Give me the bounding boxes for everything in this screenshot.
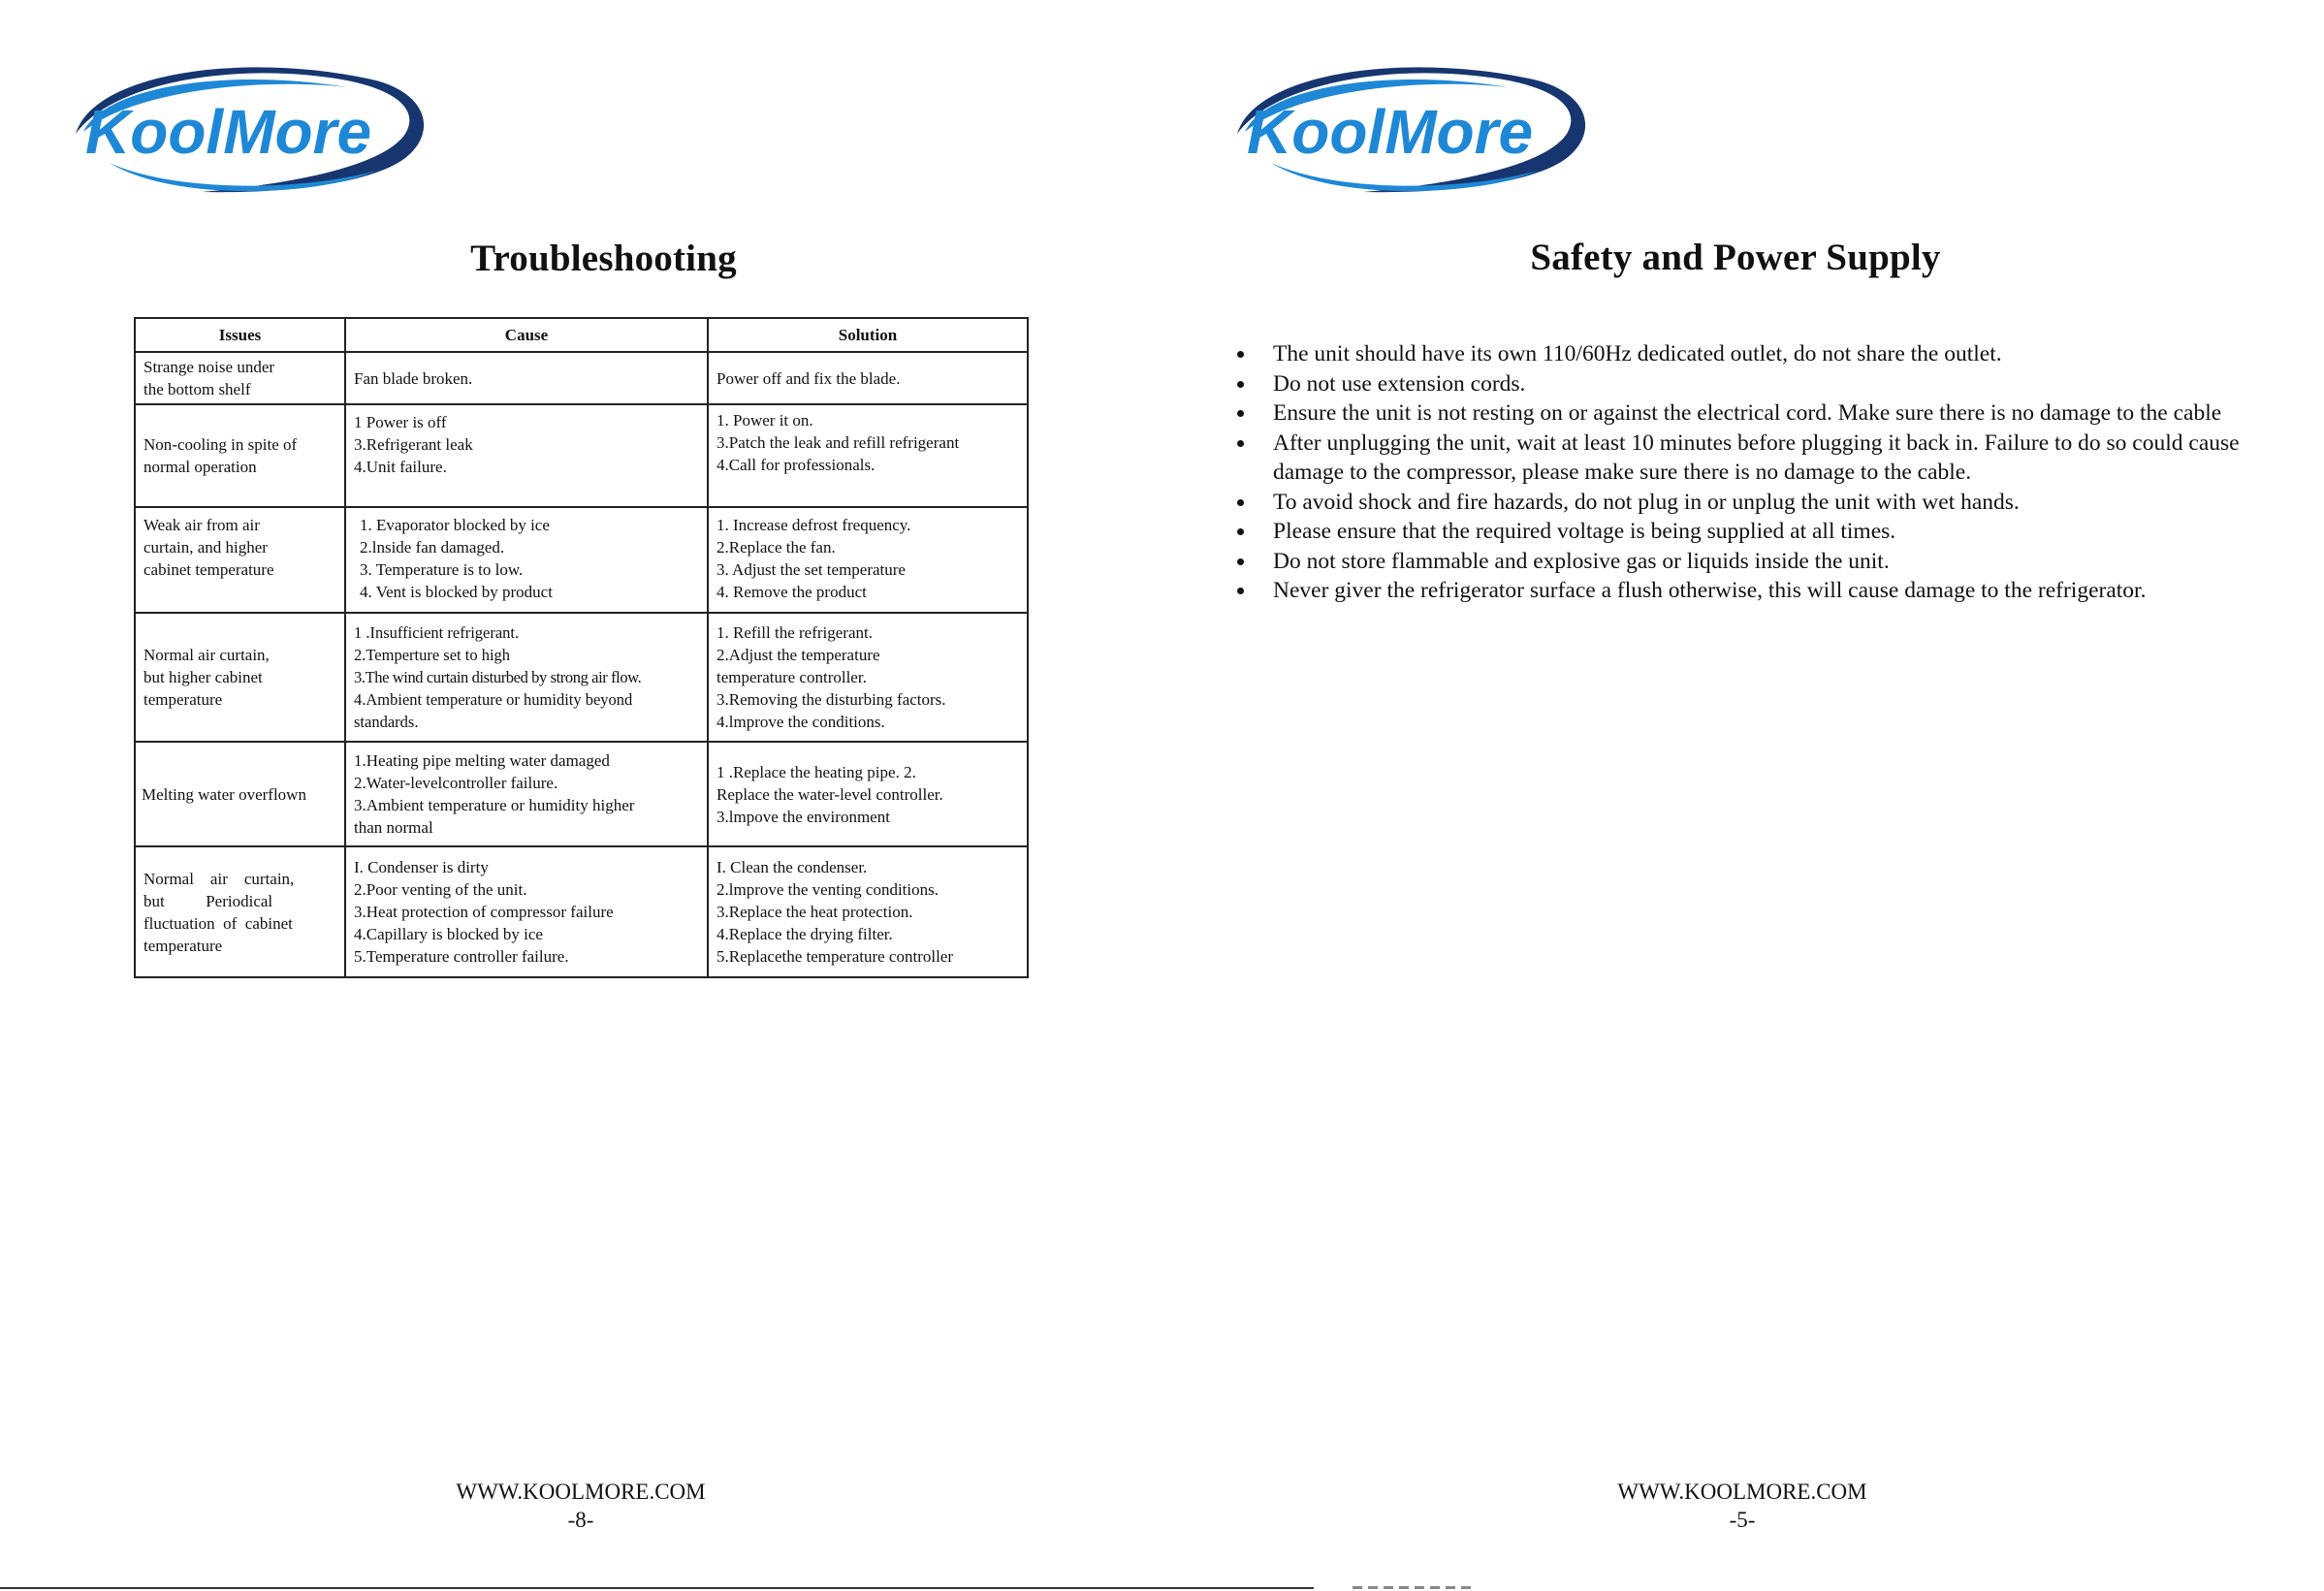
text-line: 5.Temperature controller failure. bbox=[354, 947, 569, 966]
bullet-icon bbox=[1237, 381, 1244, 388]
text-line: normal operation bbox=[143, 458, 257, 476]
koolmore-logo bbox=[1218, 56, 1596, 202]
bottom-divider bbox=[0, 1587, 1314, 1589]
issue-cell bbox=[135, 846, 345, 977]
cause-cell bbox=[345, 742, 708, 846]
bullet-text: Ensure the unit is not resting on or against the electrical cord. Make sure there is no damage to the cable bbox=[1273, 400, 2222, 426]
cause-cell bbox=[345, 404, 708, 507]
header-issues: Issues bbox=[135, 318, 345, 352]
text-line: 1.Heating pipe melting water damaged bbox=[354, 751, 610, 770]
solution-cell bbox=[708, 742, 1028, 846]
text-line: 3.Patch the leak and refill refrigerant bbox=[716, 433, 960, 452]
safety-bullet-list bbox=[1237, 339, 2245, 606]
cause-cell bbox=[345, 352, 708, 404]
text-line: 3.lmpove the environment bbox=[716, 807, 890, 826]
text-line: fluctuation of cabinet bbox=[143, 913, 293, 933]
text-line: 4.Call for professionals. bbox=[716, 456, 875, 474]
logo-text: KoolMore bbox=[1247, 97, 1534, 167]
text-line: 2.Adjust the temperature bbox=[716, 646, 880, 664]
text-line: 1 .Replace the heating pipe. 2. bbox=[716, 762, 916, 781]
footer-url: WWW.KOOLMORE.COM bbox=[1617, 1480, 1867, 1504]
bullet-text: Never giver the refrigerator surface a flush otherwise, this will cause damage to the refrigerator. bbox=[1273, 578, 2147, 603]
bullet-text: Do not use extension cords. bbox=[1273, 370, 1526, 397]
text-line: 3.Replace the heat protection. bbox=[716, 903, 913, 921]
page-title: Safety and Power Supply bbox=[1530, 237, 1941, 278]
bullet-icon bbox=[1237, 440, 1244, 447]
table-header-row bbox=[135, 318, 1028, 352]
list-item bbox=[1237, 547, 2245, 577]
bullet-text: Do not store flammable and explosive gas or liquids inside the unit. bbox=[1273, 548, 1890, 574]
text-line: 4. Remove the product bbox=[716, 583, 867, 601]
table-row bbox=[135, 507, 1028, 613]
text-line: but Periodical bbox=[143, 891, 273, 910]
text-line: temperature controller. bbox=[716, 668, 867, 686]
text-line: 2.Replace the fan. bbox=[716, 538, 836, 557]
text-line: 4.Unit failure. bbox=[354, 458, 447, 476]
text-line: Strange noise under bbox=[143, 358, 275, 376]
bullet-text: The unit should have its own 110/60Hz dedicated outlet, do not share the outlet. bbox=[1273, 341, 2002, 366]
cause-cell bbox=[345, 507, 708, 613]
cause-cell bbox=[345, 613, 708, 742]
scan-marks bbox=[1353, 1586, 1474, 1589]
koolmore-logo bbox=[56, 56, 434, 202]
text-line: 4.Replace the drying filter. bbox=[716, 925, 893, 943]
text-line: than normal bbox=[354, 818, 433, 837]
text-line: 1 Power is off bbox=[354, 413, 447, 431]
table-row bbox=[135, 846, 1028, 977]
solution-cell bbox=[708, 846, 1028, 977]
issue-cell bbox=[135, 352, 345, 404]
text-line: temperature bbox=[143, 936, 223, 955]
issue-cell bbox=[135, 613, 345, 742]
text-line: 4.Capillary is blocked by ice bbox=[354, 925, 543, 943]
list-item bbox=[1237, 517, 2245, 547]
koolmore-logo-graphic bbox=[56, 56, 434, 202]
text-line: 3. Adjust the set temperature bbox=[716, 560, 906, 579]
table-row bbox=[135, 613, 1028, 742]
text-line: Weak air from air bbox=[143, 516, 260, 534]
text-line: Power off and fix the blade. bbox=[716, 368, 901, 388]
list-item bbox=[1237, 398, 2245, 429]
bullet-text: To avoid shock and fire hazards, do not plug in or unplug the unit with wet hands. bbox=[1273, 489, 2020, 515]
text-line: 5.Replacethe temperature controller bbox=[716, 947, 954, 966]
text-line: cabinet temperature bbox=[143, 560, 274, 579]
header-cause: Cause bbox=[345, 318, 708, 352]
bullet-icon bbox=[1237, 351, 1244, 358]
table-row bbox=[135, 352, 1028, 404]
issue-cell bbox=[135, 404, 345, 507]
text-line: 3.Removing the disturbing factors. bbox=[716, 690, 946, 709]
page-footer bbox=[1162, 1478, 2323, 1534]
text-line: 1 .Insufficient refrigerant. bbox=[354, 623, 520, 642]
text-line: 1. Refill the refrigerant. bbox=[716, 623, 873, 642]
bullet-icon bbox=[1237, 588, 1244, 594]
troubleshooting-table bbox=[134, 317, 1029, 978]
text-line: Fan blade broken. bbox=[354, 368, 473, 388]
page-footer bbox=[0, 1478, 1162, 1534]
text-line: I. Clean the condenser. bbox=[716, 858, 868, 876]
solution-cell bbox=[708, 507, 1028, 613]
text-line: Replace the water-level controller. bbox=[716, 784, 943, 804]
text-line: 2.lmprove the venting conditions. bbox=[716, 880, 939, 899]
bullet-icon bbox=[1237, 528, 1244, 535]
text-line: 1. Power it on. bbox=[716, 411, 813, 430]
cause-cell bbox=[345, 846, 708, 977]
solution-cell bbox=[708, 404, 1028, 507]
text-line: Normal air curtain, bbox=[143, 869, 295, 888]
list-item bbox=[1237, 369, 2245, 399]
list-item bbox=[1237, 339, 2245, 369]
text-line: temperature bbox=[143, 690, 223, 709]
table-row bbox=[135, 404, 1028, 507]
bullet-icon bbox=[1237, 410, 1244, 417]
list-item bbox=[1237, 429, 2245, 488]
bullet-icon bbox=[1237, 558, 1244, 565]
text-line: the bottom shelf bbox=[143, 380, 251, 398]
bullet-icon bbox=[1237, 499, 1244, 506]
text-line: 4.Ambient temperature or humidity beyond bbox=[354, 690, 633, 709]
table-row bbox=[135, 742, 1028, 846]
text-line: but higher cabinet bbox=[143, 668, 263, 686]
text-line: I. Condenser is dirty bbox=[354, 858, 489, 876]
right-page bbox=[1162, 0, 2324, 1591]
issue-cell bbox=[135, 507, 345, 613]
bullet-text: After unplugging the unit, wait at least 10 minutes before plugging it back in. Failure to do so could cause damage to the compressor, please make sure there is no damage to the cable. bbox=[1273, 430, 2240, 485]
page-title: Troubleshooting bbox=[470, 238, 737, 279]
logo-text: KoolMore bbox=[85, 97, 372, 167]
solution-cell bbox=[708, 613, 1028, 742]
text-line: 2.lnside fan damaged. bbox=[360, 538, 505, 557]
footer-url: WWW.KOOLMORE.COM bbox=[456, 1480, 706, 1504]
text-line: curtain, and higher bbox=[143, 538, 268, 557]
text-line: Normal air curtain, bbox=[143, 646, 270, 664]
text-line: 3.The wind curtain disturbed by strong air flow. bbox=[354, 668, 642, 686]
text-line: Melting water overflown bbox=[142, 784, 306, 804]
header-solution: Solution bbox=[708, 318, 1028, 352]
text-line: 1. Increase defrost frequency. bbox=[716, 516, 911, 534]
text-line: 2.Poor venting of the unit. bbox=[354, 880, 527, 899]
text-line: 2.Water-levelcontroller failure. bbox=[354, 774, 558, 792]
text-line: 4.lmprove the conditions. bbox=[716, 713, 885, 731]
page-number: -5- bbox=[1729, 1508, 1756, 1532]
text-line: 3.Ambient temperature or humidity higher bbox=[354, 796, 635, 814]
text-line: 3.Refrigerant leak bbox=[354, 435, 473, 454]
koolmore-logo-graphic bbox=[1218, 56, 1596, 202]
text-line: 1. Evaporator blocked by ice bbox=[360, 516, 550, 534]
text-line: Non-cooling in spite of bbox=[143, 435, 298, 454]
page-number: -8- bbox=[567, 1508, 594, 1532]
list-item bbox=[1237, 576, 2245, 606]
text-line: 2.Temperture set to high bbox=[354, 646, 511, 664]
text-line: 4. Vent is blocked by product bbox=[360, 583, 553, 601]
list-item bbox=[1237, 488, 2245, 518]
text-line: 3.Heat protection of compressor failure bbox=[354, 903, 614, 921]
text-line: standards. bbox=[354, 713, 419, 731]
solution-cell bbox=[708, 352, 1028, 404]
text-line: 3. Temperature is to low. bbox=[360, 560, 524, 579]
bullet-text: Please ensure that the required voltage is being supplied at all times. bbox=[1273, 519, 1896, 544]
issue-cell bbox=[135, 742, 345, 846]
